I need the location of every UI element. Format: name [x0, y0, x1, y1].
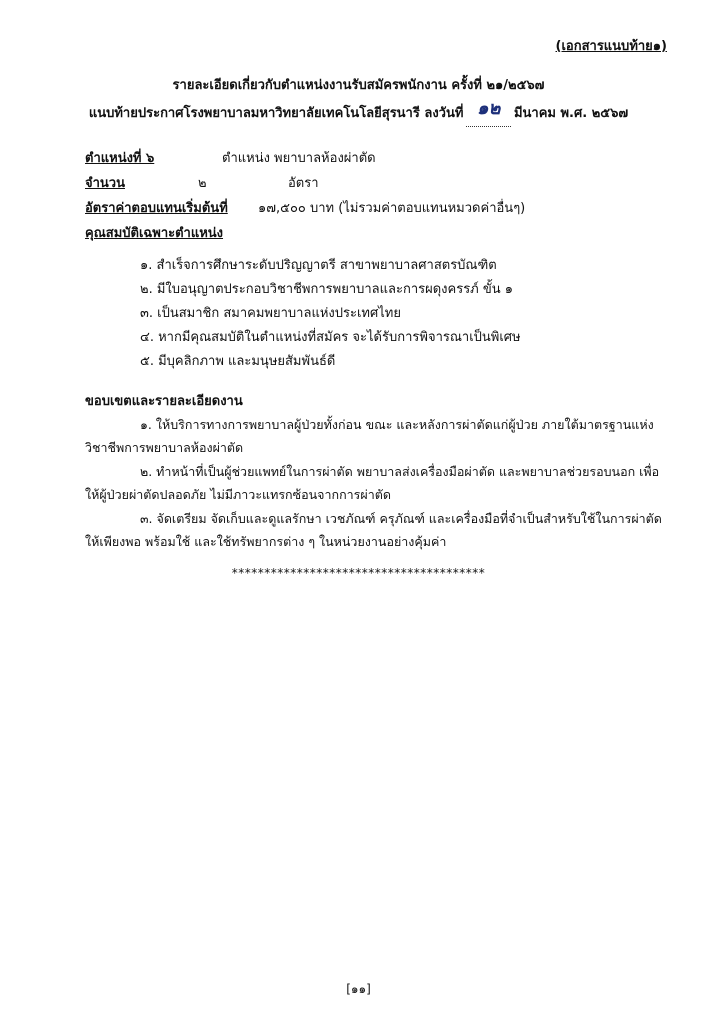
annex-label: (เอกสารแนบท้าย๑) — [555, 39, 667, 54]
handwritten-day: ๑๒ — [477, 98, 501, 119]
date-dotted-line — [466, 126, 511, 127]
scope-item: ๒. ทำหน้าที่เป็นผู้ช่วยแพทย์ในการผ่าตัด พยาบาลส่งเครื่องมือผ่าตัด และพยาบาลช่วยรอบนอก เพื่อให้ผู้ป่วยผ่าตัดปลอดภัย ไม่มีภาวะแทรกซ้อนจากการผ่าตัด — [85, 464, 660, 502]
position-label: ตำแหน่งที่ ๖ — [85, 151, 155, 166]
quantity-unit: อัตรา — [288, 176, 319, 191]
quantity-label: จำนวน — [85, 176, 125, 191]
qualification-item: ๔. หากมีคุณสมบัติในตำแหน่งที่สมัคร จะได้รับการพิจารณาเป็นพิเศษ — [140, 330, 521, 345]
scope-item: ๑. ให้บริการทางการพยาบาลผู้ป่วยทั้งก่อน ขณะ และหลังการผ่าตัดแก่ผู้ป่วย ภายใต้มาตรฐานแห่งวิชาชีพการพยาบาลห้องผ่าตัด — [85, 417, 654, 455]
separator-line: *************************************** — [231, 566, 486, 580]
title-line2-prefix: แนบท้ายประกาศโรงพยาบาลมหาวิทยาลัยเทคโนโลยีสุรนารี ลงวันที่ — [88, 106, 464, 121]
document-title-line2 — [0, 96, 717, 125]
scope-heading: ขอบเขตและรายละเอียดงาน — [85, 394, 243, 409]
title-line2-suffix: มีนาคม พ.ศ. ๒๕๖๗ — [513, 106, 629, 121]
qualifications-heading: คุณสมบัติเฉพาะตำแหน่ง — [85, 226, 224, 241]
date-field — [468, 96, 509, 125]
salary-value: ๑๗,๕๐๐ บาท (ไม่รวมค่าตอบแทนหมวดค่าอื่นๆ) — [258, 201, 526, 216]
scope-item: ๓. จัดเตรียม จัดเก็บและดูแลรักษา เวชภัณฑ์ ครุภัณฑ์ และเครื่องมือที่จำเป็นสำหรับใช้ในการผ่าตัดให้เพียงพอ พร้อมใช้ และใช้ทรัพยากรต่าง ๆ ในหน่วยงานอย่างคุ้มค่า — [85, 511, 662, 549]
qualification-item: ๑. สำเร็จการศึกษาระดับปริญญาตรี สาขาพยาบาลศาสตรบัณฑิต — [140, 258, 497, 273]
page-number: [๑๑] — [346, 982, 371, 996]
position-row — [0, 147, 717, 165]
quantity-row — [0, 172, 717, 190]
quantity-value: ๒ — [198, 176, 207, 191]
qualification-item: ๕. มีบุคลิกภาพ และมนุษยสัมพันธ์ดี — [140, 354, 336, 369]
document-title-line1: รายละเอียดเกี่ยวกับตำแหน่งงานรับสมัครพนักงาน ครั้งที่ ๒๑/๒๕๖๗ — [172, 78, 545, 93]
salary-label: อัตราค่าตอบแทนเริ่มต้นที่ — [85, 201, 228, 216]
salary-row — [0, 197, 717, 215]
position-value: ตำแหน่ง พยาบาลห้องผ่าตัด — [222, 151, 376, 166]
qualification-item: ๓. เป็นสมาชิก สมาคมพยาบาลแห่งประเทศไทย — [140, 306, 401, 321]
qualification-item: ๒. มีใบอนุญาตประกอบวิชาชีพการพยาบาลและการผดุงครรภ์ ขั้น ๑ — [140, 282, 514, 297]
